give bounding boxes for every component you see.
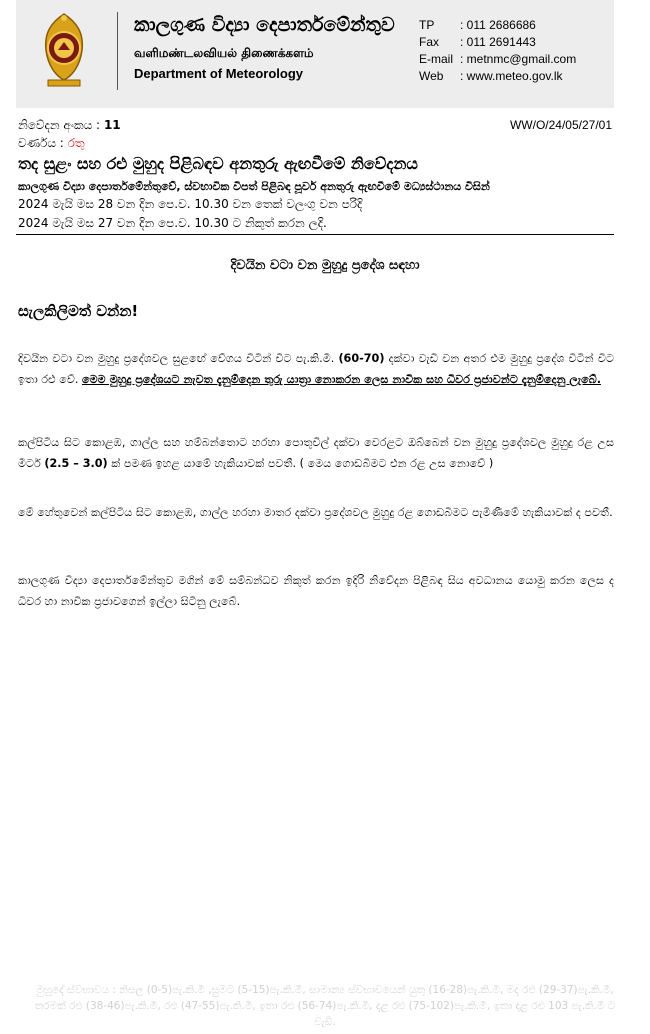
notice-number: 11 [103, 118, 121, 132]
letterhead [16, 0, 614, 108]
contact-phone [419, 18, 576, 35]
contact-fax [419, 35, 576, 52]
issued-line: 2024 මැයි මස 27 වන දින පෙ.ව. 10.30 ට නිකුත් කරන ලදි. [18, 216, 327, 230]
paragraph-waves [18, 432, 614, 474]
sailing-warning: මෙම මුහුදු ප්‍රදේශයට නැවත දැනුම්දෙන තුරු යාත්‍රා නොකරන ලෙස නාවික සහ ධීවර ප්‍රජාවන්ට දැනුම්දෙනු ලැබේ. [82, 373, 601, 386]
contact-value: : 011 2686686 [460, 18, 536, 32]
contact-block [419, 18, 576, 86]
department-name-english: Department of Meteorology [134, 66, 304, 81]
paragraph-text: ක් පමණ ඉහළ යාමේ හැකියාවක් පවතී. ( මෙය ගොඩබිමට එන රළ උස නොවේ ) [107, 457, 494, 470]
contact-value: : www.meteo.gov.lk [460, 69, 563, 83]
paragraph-advisory: කාලගුණ විද්‍යා දෙපාර්තමේන්තුව මගින් මේ සම්බන්ධව නිකුත් කරන ඉදිරි නිවේදන පිළිබඳ සිය අවධානය යොමු කරන ලෙස ද ධීවර හා නාවික ප්‍රජාවගෙන් ඉල්ලා සිටිනු ලැබේ. [18, 574, 614, 608]
sea-state-legend-text: මුහුදේ ස්වභාවය : නිසල (0-5)පැ.කි.මී ,සුමට (5-15)පැ.කි.මී, සාමාන්‍ය ස්වභාවයෙන් යුතු (16-28)පැ.කි.මී, මද රළු (29-37)පැ.කි.මී, තරමක් රළු (38-46)පැ.කි.මී, රළු (47-55)පැ.කි.මී, ඉතා රළු (56-74)පැ.කි.මී, දළ රළු (75-102)පැ.කි.මී, ඉතා දළ රළු 103 පැ.කි.මී ට වැඩි. [34, 984, 616, 1028]
paragraph-text: දිවයින වටා වන මුහුදු ප්‍රදේශවල සුළඟේ වේගය විටින් විට පැ.කි.මී. [18, 352, 339, 365]
paragraph-text: කල්පිටිය සිට කොළඹ, ගාල්ල සහ හම්බන්තොට හරහා පොතුවිල් දක්වා වෙරළට ඔබ්බෙන් වන මුහුදු ප්‍රදේශවල මුහුදු රළ උස මීටර් [18, 436, 614, 470]
contact-label: Fax [419, 35, 440, 49]
contact-value: : metnmc@gmail.com [460, 52, 577, 66]
category-value: රතු [67, 136, 85, 150]
header-divider [117, 12, 118, 90]
sea-state-legend [0, 982, 650, 1030]
validity-line: 2024 මැයි මස 28 වන දින පෙ.ව. 10.30 වන තෙක් වලංගු වන පරිදි [18, 197, 363, 211]
contact-value: : 011 2691443 [460, 35, 536, 49]
paragraph-surge: මේ හේතුවෙන් කල්පිටිය සිට කොළඹ, ගාල්ල හරහා මාතර දක්වා ප්‍රදේශවල මුහුදු රළ ගොඩබිමට පැමිණීමේ හැකියාවක් ද පවතී. [18, 506, 613, 519]
region-heading: දිවයින වටා වන මුහුදු ප්‍රදේශ සඳහා [230, 258, 420, 273]
alert-heading: සැලකිලිමත් වන්න! [18, 302, 139, 320]
department-name-tamil: வளிமண்டலவியல் திணைக்களம் [134, 46, 314, 60]
reference-code: WW/O/24/05/27/01 [509, 118, 612, 132]
contact-web [419, 69, 576, 86]
contact-label: TP [419, 18, 435, 32]
wave-height-range: (2.5 – 3.0) [44, 457, 108, 470]
notice-number-label: නිවේදන අංකය : [18, 118, 101, 132]
sri-lanka-emblem-icon [34, 10, 94, 90]
contact-email [419, 52, 576, 69]
paragraph-wind [18, 348, 614, 390]
wind-speed-range: (60-70) [338, 352, 385, 365]
contact-label: E-mail [419, 52, 454, 66]
category-row [18, 136, 85, 151]
contact-label: Web [419, 69, 444, 83]
notice-number-row [18, 118, 121, 133]
notice-title: තද සුළං සහ රළු මුහුද පිළිබඳව අනතුරු ඇඟවීමේ නිවේදනය [18, 154, 418, 173]
paragraph-text: දක්වා වැඩි වන අතර එම මුහුදු ප්‍රදේශ විටින් විට ඉතා රළු වේ. [18, 352, 614, 386]
section-divider [16, 234, 614, 235]
issuer-line: කාලගුණ විද්‍යා දෙපාර්තමේන්තුවේ, ස්වභාවික විපත් පිළිබඳ පූර්ව අනතුරු ඇඟවීමේ මධ්‍යස්ථානය විසින් [18, 180, 490, 193]
category-label: වර්ණය : [18, 136, 64, 150]
department-name-sinhala: කාලගුණ විද්‍යා දෙපාර්තමේන්තුව [134, 14, 395, 36]
